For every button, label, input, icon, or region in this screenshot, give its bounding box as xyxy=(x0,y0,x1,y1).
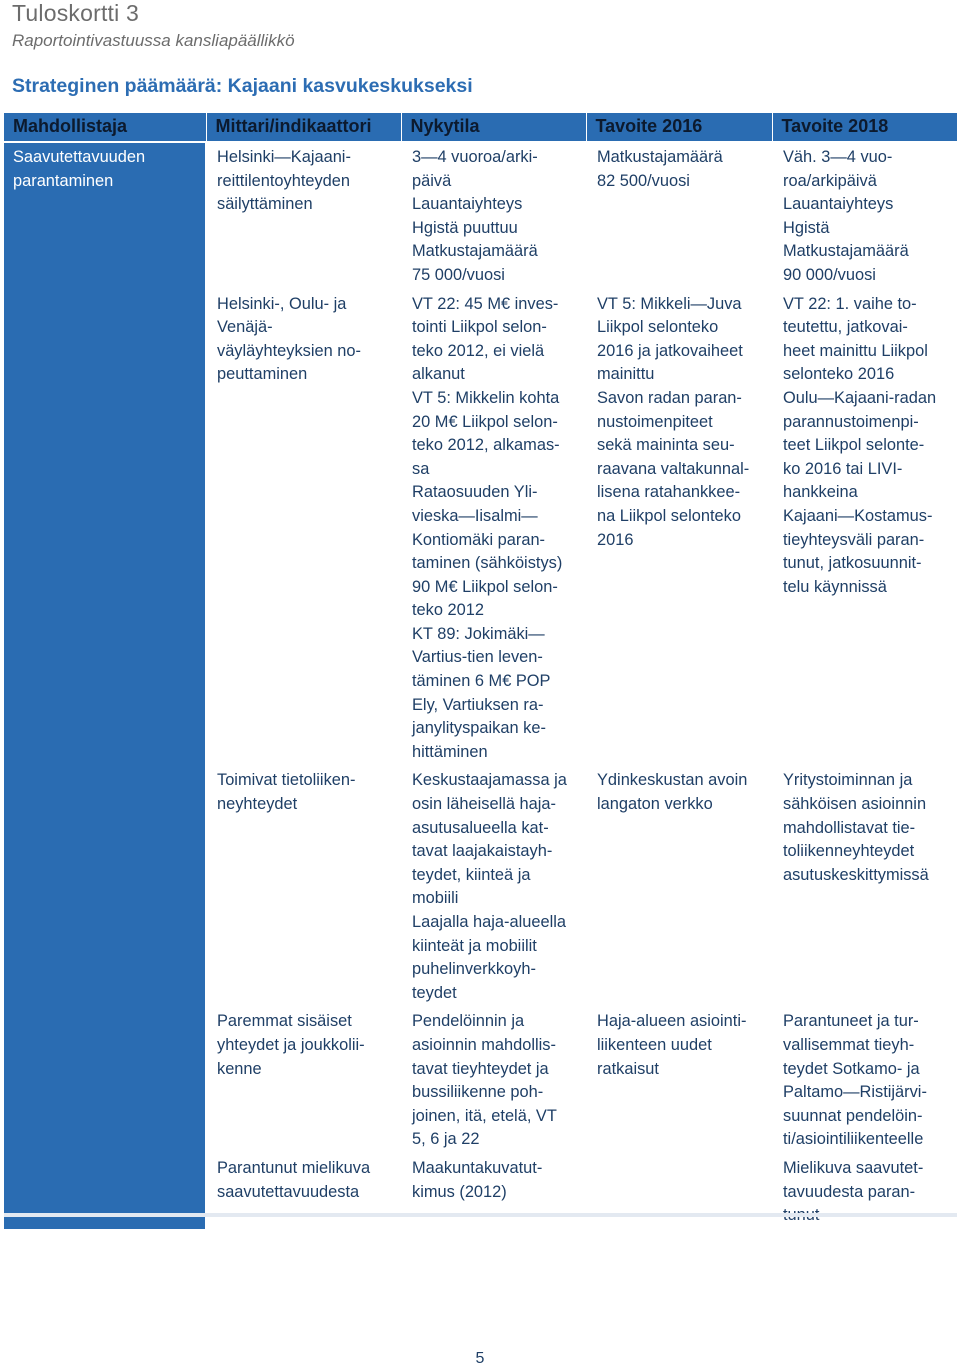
cell-text-line: vallisemmat tieyh- xyxy=(783,1035,915,1054)
cell-text-line: Venäjä- xyxy=(217,318,273,337)
target-2018-cell xyxy=(772,289,957,766)
cell-text-line: Mielikuva saavutet- xyxy=(783,1158,924,1177)
cell-text-line: Vartius-tien leven- xyxy=(412,648,543,667)
column-header-enabler: Mahdollistaja xyxy=(4,113,206,142)
column-header-target-2018: Tavoite 2018 xyxy=(772,113,957,142)
cell-text-line: Helsinki-, Oulu- ja xyxy=(217,294,347,313)
cell-text-line: teko 2012 xyxy=(412,601,484,620)
cell-text-line: Savon radan paran- xyxy=(597,388,742,407)
cell-text-line: raavana valtakunnal- xyxy=(597,459,750,478)
cell-text-line: Rataosuuden Yli- xyxy=(412,483,538,502)
cell-text-line: liikenteen uudet xyxy=(597,1035,712,1054)
cell-text-line: Keskustaajamassa ja xyxy=(412,771,567,790)
target-2016-cell xyxy=(586,766,772,1007)
target-2016-cell xyxy=(586,1007,772,1154)
cell-text-line: teko 2012, ei vielä xyxy=(412,341,545,360)
current-state-cell xyxy=(401,142,586,289)
cell-text-line: väyläyhteyksien no- xyxy=(217,341,361,360)
cell-text-line: säilyttäminen xyxy=(217,195,313,214)
cell-text-line: peuttaminen xyxy=(217,365,308,384)
cell-text-line: VT 22: 45 M€ inves- xyxy=(412,294,559,313)
cell-text-line: tavat tieyhteydet ja xyxy=(412,1059,549,1078)
cell-text-line: teydet xyxy=(412,983,457,1002)
current-state-cell xyxy=(401,1153,586,1229)
cell-text-line: langaton verkko xyxy=(597,795,713,814)
cell-text-line: VT 22: 1. vaihe to- xyxy=(783,294,917,313)
cell-text-line: Toimivat tietoliiken- xyxy=(217,771,356,790)
indicator-cell xyxy=(206,1153,401,1229)
cell-text-line: tunut, jatkosuunnit- xyxy=(783,554,922,573)
cell-text-line: hittäminen xyxy=(412,742,488,761)
cell-text-line: tavat laajakaistayh- xyxy=(412,842,553,861)
cell-text-line: kenne xyxy=(217,1059,262,1078)
cell-text-line: Matkustajamäärä xyxy=(783,242,909,261)
strategic-goal-heading: Strateginen päämäärä: Kajaani kasvukeskukseksi xyxy=(12,75,473,97)
cell-text-line: teydet, kiinteä ja xyxy=(412,865,531,884)
column-header-target-2016: Tavoite 2016 xyxy=(586,113,772,142)
cell-text-line: kiinteät ja mobiilit xyxy=(412,936,537,955)
cell-text-line: 75 000/vuosi xyxy=(412,265,505,284)
cell-text-line: Maakuntakuvatut- xyxy=(412,1158,543,1177)
cell-text-line: lisena ratahankkee- xyxy=(597,483,741,502)
target-2018-cell xyxy=(772,766,957,1007)
cell-text-line: Paltamo—Ristijärvi- xyxy=(783,1083,927,1102)
table-body xyxy=(4,142,957,1229)
cell-text-line: tavuudesta paran- xyxy=(783,1182,916,1201)
column-header-current-state: Nykytila xyxy=(401,113,586,142)
cell-text-line: 5, 6 ja 22 xyxy=(412,1130,480,1149)
cell-text-line: alkanut xyxy=(412,365,465,384)
target-2018-cell xyxy=(772,142,957,289)
cell-text-line: reittilentoyhteyden xyxy=(217,171,351,190)
cell-text-line: ti/asiointiliikenteelle xyxy=(783,1130,924,1149)
cell-text-line: joinen, itä, etelä, VT xyxy=(412,1106,557,1125)
cell-text-line: Saavutettavuuden xyxy=(13,148,146,166)
current-state-cell xyxy=(401,289,586,766)
cell-text-line: taminen (sähköistys) xyxy=(412,554,563,573)
indicator-cell xyxy=(206,142,401,289)
cell-text-line: 82 500/vuosi xyxy=(597,171,690,190)
cell-text-line: parannustoimenpi- xyxy=(783,412,919,431)
cell-text-line: VT 5: Mikkeli—Juva xyxy=(597,294,742,313)
cell-text-line: Pendelöinnin ja xyxy=(412,1012,525,1031)
cell-text-line: asioinnin mahdollis- xyxy=(412,1035,556,1054)
target-2016-cell xyxy=(586,289,772,766)
indicator-cell xyxy=(206,289,401,766)
current-state-cell xyxy=(401,766,586,1007)
target-2016-cell xyxy=(586,1153,772,1229)
cell-text-line: saavutettavuudesta xyxy=(217,1182,360,1201)
page-subtitle: Raportointivastuussa kansliapäällikkö xyxy=(12,31,295,50)
cell-text-line: tieyhteysväli paran- xyxy=(783,530,925,549)
cell-text-line: teydet Sotkamo- ja xyxy=(783,1059,920,1078)
cell-text-line: ko 2016 tai LIVI- xyxy=(783,459,903,478)
current-state-cell xyxy=(401,1007,586,1154)
cell-text-line: Matkustajamäärä xyxy=(412,242,538,261)
cell-text-line: teko 2012, alkamas- xyxy=(412,436,560,455)
cell-text-line: Paremmat sisäiset xyxy=(217,1012,352,1031)
cell-text-line: mobiili xyxy=(412,889,459,908)
cell-text-line: bussiliikenne poh- xyxy=(412,1083,544,1102)
cell-text-line: suunnat pendelöin- xyxy=(783,1106,923,1125)
target-2018-cell xyxy=(772,1153,957,1229)
cell-text-line: Lauantaiyhteys xyxy=(412,195,523,214)
cell-text-line: sähköisen asioinnin xyxy=(783,795,927,814)
cell-text-line: Ely, Vartiuksen ra- xyxy=(412,695,544,714)
cell-text-line: Helsinki—Kajaani- xyxy=(217,148,351,166)
cell-text-line: Kajaani—Kostamus- xyxy=(783,506,933,525)
cell-text-line: toliikenneyhteydet xyxy=(783,842,915,861)
cell-text-line: ratkaisut xyxy=(597,1059,659,1078)
enabler-cell xyxy=(4,142,206,1229)
cell-text-line: 90 000/vuosi xyxy=(783,265,876,284)
table-header-row xyxy=(4,113,957,142)
cell-text-line: vieska—Iisalmi— xyxy=(412,506,538,525)
cell-text-line: telu käynnissä xyxy=(783,577,887,596)
cell-text-line: Hgistä xyxy=(783,218,830,237)
table-bottom-divider xyxy=(4,1213,957,1217)
cell-text-line: osin läheisellä haja- xyxy=(412,795,556,814)
column-header-indicator: Mittari/indikaattori xyxy=(206,113,401,142)
cell-text-line: asutusalueella kat- xyxy=(412,818,549,837)
cell-text-line: täminen 6 M€ POP xyxy=(412,672,551,691)
cell-text-line: tointi Liikpol selon- xyxy=(412,318,547,337)
cell-text-line: VT 5: Mikkelin kohta xyxy=(412,388,560,407)
cell-text-line: Väh. 3—4 vuo- xyxy=(783,148,893,166)
page-number: 5 xyxy=(475,1350,485,1367)
target-2018-cell xyxy=(772,1007,957,1154)
cell-text-line: 2016 xyxy=(597,530,634,549)
cell-text-line: Matkustajamäärä xyxy=(597,148,723,166)
indicator-cell xyxy=(206,766,401,1007)
cell-text-line: sekä maininta seu- xyxy=(597,436,735,455)
cell-text-line: Haja-alueen asiointi- xyxy=(597,1012,747,1031)
cell-text-line: Parantuneet ja tur- xyxy=(783,1012,919,1031)
cell-text-line: puhelinverkkoyh- xyxy=(412,960,536,979)
cell-text-line: selonteko 2016 xyxy=(783,365,895,384)
cell-text-line: Oulu—Kajaani-radan xyxy=(783,388,937,407)
cell-text-line: Kontiomäki paran- xyxy=(412,530,546,549)
cell-text-line: 3—4 vuoroa/arki- xyxy=(412,148,538,166)
cell-text-line: päivä xyxy=(412,171,452,190)
cell-text-line: Ydinkeskustan avoin xyxy=(597,771,748,790)
cell-text-line: 20 M€ Liikpol selon- xyxy=(412,412,558,431)
cell-text-line: heet mainittu Liikpol xyxy=(783,341,928,360)
cell-text-line: roa/arkipäivä xyxy=(783,171,877,190)
cell-text-line: Yritystoiminnan ja xyxy=(783,771,913,790)
scorecard-table xyxy=(4,113,957,1230)
table-row xyxy=(4,142,957,289)
cell-text-line: parantaminen xyxy=(13,171,114,190)
cell-text-line: Parantunut mielikuva xyxy=(217,1158,371,1177)
cell-text-line: Liikpol selonteko xyxy=(597,318,719,337)
cell-text-line: hankkeina xyxy=(783,483,858,502)
cell-text-line: teutettu, jatkovai- xyxy=(783,318,908,337)
cell-text-line: Laajalla haja-alueella xyxy=(412,913,567,931)
cell-text-line: na Liikpol selonteko xyxy=(597,506,741,525)
cell-text-line: 2016 ja jatkovaiheet xyxy=(597,341,743,360)
cell-text-line: janylityspaikan ke- xyxy=(412,719,546,738)
cell-text-line: kimus (2012) xyxy=(412,1182,507,1201)
target-2016-cell xyxy=(586,142,772,289)
cell-text-line: Hgistä puuttuu xyxy=(412,218,518,237)
indicator-cell xyxy=(206,1007,401,1154)
cell-text-line: nustoimenpiteet xyxy=(597,412,713,431)
page-title: Tuloskortti 3 xyxy=(12,0,140,26)
cell-text-line: 90 M€ Liikpol selon- xyxy=(412,577,558,596)
cell-text-line: asutuskeskittymissä xyxy=(783,865,929,884)
cell-text-line: neyhteydet xyxy=(217,795,298,814)
cell-text-line: teet Liikpol selonte- xyxy=(783,436,925,455)
cell-text-line: mahdollistavat tie- xyxy=(783,818,916,837)
cell-text-line: sa xyxy=(412,459,430,478)
cell-text-line: yhteydet ja joukkolii- xyxy=(217,1035,365,1054)
cell-text-line: Lauantaiyhteys xyxy=(783,195,894,214)
cell-text-line: mainittu xyxy=(597,365,655,384)
cell-text-line: KT 89: Jokimäki— xyxy=(412,624,545,643)
